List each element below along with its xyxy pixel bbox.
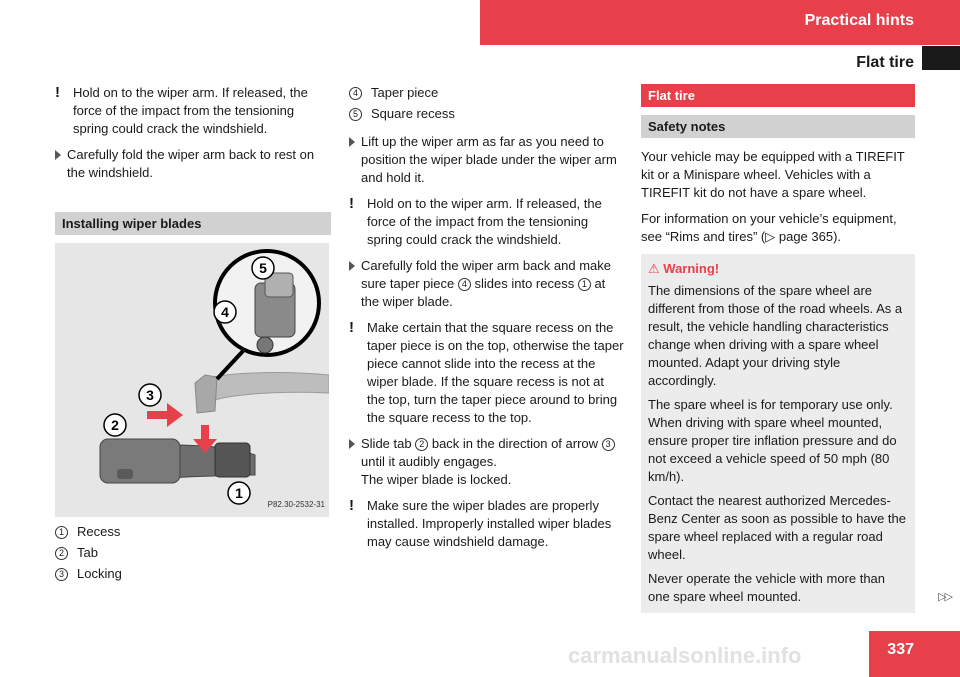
caution-note: ! Make certain that the square recess on the taper piece is on the top, otherwise the taper piece cannot slide into the recess at the wiper blade. If the square recess is not at the top, turn the taper piece around to bring the square recess to the top. xyxy=(349,319,624,425)
number-badge: 1 xyxy=(578,278,591,291)
warning-paragraph: The spare wheel is for temporary use only. When driving with spare wheel mounted, ensure proper tire inflation pressure and do not exceed a vehicle speed of 50 mph (80 km/h). xyxy=(648,397,897,484)
number-badge: 2 xyxy=(55,547,68,560)
left-legend xyxy=(55,523,331,586)
wiper-diagram xyxy=(55,243,329,517)
paragraph: For information on your vehicle’s equipment, see “Rims and tires” (▷ page 365). xyxy=(641,211,897,244)
instruction-step: Lift up the wiper arm as far as you need to position the wiper blade under the wiper arm and hold it. xyxy=(349,133,625,187)
callout-4: 4 xyxy=(221,304,229,320)
continued-arrow-icon: ▷▷ xyxy=(938,591,951,603)
page-title: Flat tire xyxy=(856,54,914,71)
legend-item: 2 Tab xyxy=(55,544,331,562)
number-badge: 4 xyxy=(349,87,362,100)
warning-box xyxy=(641,254,915,613)
arrow-right-icon xyxy=(147,403,183,427)
exclamation-icon: ! xyxy=(349,497,354,514)
number-badge: 1 xyxy=(55,526,68,539)
number-badge: 3 xyxy=(602,438,615,451)
figure-code: P82.30-2532-31 xyxy=(267,500,325,509)
paragraph: Your vehicle may be equipped with a TIREFIT kit or a Minispare wheel. Vehicles with a TIREFIT kit do not have a spare wheel. xyxy=(641,149,905,200)
legend-item: 5 Square recess xyxy=(349,105,625,123)
legend-item: 1 Recess xyxy=(55,523,331,541)
legend-item: 4 Taper piece xyxy=(349,84,625,102)
caution-note: ! Hold on to the wiper arm. If released, the force of the impact from the tensioning spring could crack the windshield. xyxy=(55,84,308,136)
callout-3: 3 xyxy=(146,387,154,403)
instruction-step: Carefully fold the wiper arm back and make sure taper piece 4 slides into recess 1 at the wiper blade. xyxy=(349,257,625,311)
instruction-step: Slide tab 2 back in the direction of arrow 3 until it audibly engages. The wiper blade is locked. xyxy=(349,435,625,489)
wiper-blade-illustration xyxy=(55,243,329,517)
step-arrow-icon xyxy=(349,439,355,449)
step-arrow-icon xyxy=(349,137,355,147)
chapter-heading: Flat tire xyxy=(641,84,915,107)
callout-2: 2 xyxy=(111,417,119,433)
wiper-tab-shape xyxy=(100,439,180,483)
middle-column xyxy=(349,84,625,559)
step-arrow-icon xyxy=(349,261,355,271)
section-heading: Installing wiper blades xyxy=(55,212,331,235)
caution-note: ! Make sure the wiper blades are properly installed. Improperly installed wiper blades may cause windshield damage. xyxy=(349,497,612,549)
warning-title: ⚠ Warning! xyxy=(648,261,720,276)
callout-1: 1 xyxy=(235,485,243,501)
warning-triangle-icon: ⚠ xyxy=(648,261,660,276)
watermark: carmanualsonline.info xyxy=(568,643,802,668)
exclamation-icon: ! xyxy=(349,319,354,336)
exclamation-icon: ! xyxy=(55,84,60,101)
right-column xyxy=(641,84,915,613)
warning-paragraph: Never operate the vehicle with more than one spare wheel mounted. xyxy=(648,571,886,604)
warning-paragraph: Contact the nearest authorized Mercedes-Benz Center as soon as possible to have the spare wheel replaced with a regular road wheel. xyxy=(648,493,906,562)
section-tab-marker xyxy=(922,46,960,70)
left-column xyxy=(55,84,331,235)
section-title: Practical hints xyxy=(804,12,914,29)
number-badge: 3 xyxy=(55,568,68,581)
callout-5: 5 xyxy=(259,260,267,276)
number-badge: 4 xyxy=(458,278,471,291)
section-heading: Safety notes xyxy=(641,115,915,138)
warning-paragraph: The dimensions of the spare wheel are different from those of the road wheels. As a result, the vehicle handling characteristics change when driving with a spare wheel mounted. Adapt your driving style accordingly. xyxy=(648,283,903,388)
page-number: 337 xyxy=(887,641,914,658)
page-number-band xyxy=(869,631,960,677)
exclamation-icon: ! xyxy=(349,195,354,212)
instruction-step: Carefully fold the wiper arm back to rest on the windshield. xyxy=(55,146,331,182)
number-badge: 2 xyxy=(415,438,428,451)
number-badge: 5 xyxy=(349,108,362,121)
legend-item: 3 Locking xyxy=(55,565,331,583)
caution-note: ! Hold on to the wiper arm. If released, the force of the impact from the tensioning spring could crack the windshield. xyxy=(349,195,602,247)
step-arrow-icon xyxy=(55,150,61,160)
